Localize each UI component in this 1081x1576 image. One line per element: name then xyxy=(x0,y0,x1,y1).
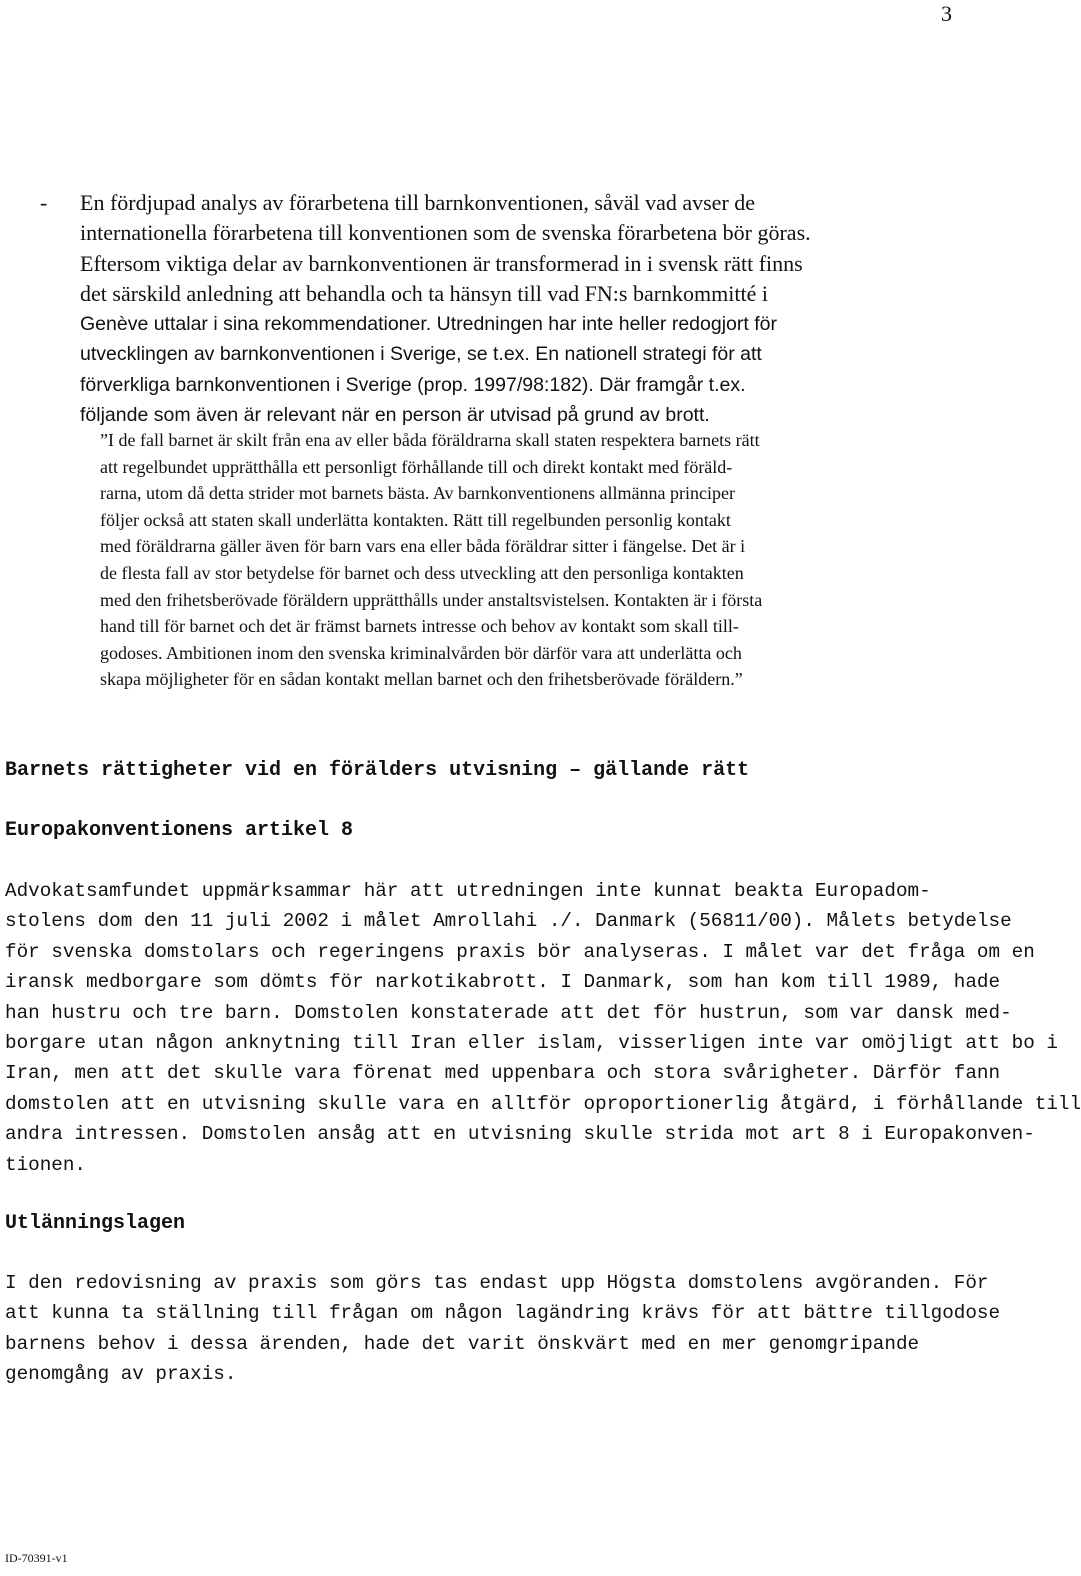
quote-line: de flesta fall av stor betydelse för barnet och dess utveckling att den personliga kontakten xyxy=(100,562,744,583)
paragraph-line: tionen. xyxy=(5,1153,86,1176)
quote-line: följer också att staten skall underlätta kontakten. Rätt till regelbunden personlig kontakt xyxy=(100,509,731,530)
bullet-line: Eftersom viktiga delar av barnkonventionen är transformerad in i svensk rätt finns xyxy=(80,250,803,276)
paragraph-line: för svenska domstolars och regeringens praxis bör analyseras. I målet var det fråga om en xyxy=(5,940,1035,963)
paragraph-line: stolens dom den 11 juli 2002 i målet Amrollahi ./. Danmark (56811/00). Målets betydelse xyxy=(5,910,1012,933)
bullet-dash: - xyxy=(40,190,48,215)
quote-line: hand till för barnet och det är främst barnets intresse och behov av kontakt som skall till- xyxy=(100,616,739,637)
bullet-item xyxy=(40,188,945,430)
section-heading-utlanningslagen: Utlänningslagen xyxy=(5,1212,186,1235)
document-id: ID-70391-v1 xyxy=(5,1551,68,1565)
paragraph-line: domstolen att en utvisning skulle vara en alltför oproportionerlig åtgärd, i förhållande till xyxy=(5,1092,1081,1115)
paragraph-line: han hustru och tre barn. Domstolen konstaterade att det för hustrun, som var dansk med- xyxy=(5,1001,1012,1024)
quote-line: skapa möjligheter för en sådan kontakt mellan barnet och den frihetsberövade föräldern.” xyxy=(100,669,743,690)
bullet-line: En fördjupad analys av förarbetena till barnkonventionen, såväl vad avser de xyxy=(80,190,756,215)
paragraph-line: barnens behov i dessa ärenden, hade det varit önskvärt med en mer genomgripande xyxy=(5,1332,920,1355)
bullet-line: utvecklingen av barnkonventionen i Sverige, se t.ex. En nationell strategi för att xyxy=(80,343,762,366)
bullet-line: det särskild anledning att behandla och ta hänsyn till vad FN:s barnkommitté i xyxy=(80,280,768,306)
paragraph-line: genomgång av praxis. xyxy=(5,1363,237,1386)
paragraph-line: att kunna ta ställning till frågan om någon lagändring krävs för att bättre tillgodose xyxy=(5,1302,1001,1325)
paragraph-line: andra intressen. Domstolen ansåg att en utvisning skulle strida mot art 8 i Europakonven- xyxy=(5,1123,1035,1146)
paragraph-line: I den redovisning av praxis som görs tas endast upp Högsta domstolens avgöranden. För xyxy=(5,1272,989,1294)
paragraph-line: Iran, men att det skulle vara förenat med uppenbara och stora svårigheter. Därför fann xyxy=(5,1062,1001,1085)
section-heading-europakonventionen: Europakonventionens artikel 8 xyxy=(5,819,354,842)
paragraph-line: iransk medborgare som dömts för narkotikabrott. I Danmark, som han kom till 1989, hade xyxy=(5,971,1001,994)
quote-line: med föräldrarna gäller även för barn vars ena eller båda föräldrar sitter i fängelse. Det är i xyxy=(100,536,746,557)
page-number: 3 xyxy=(941,1,952,26)
quote-line: med den frihetsberövade föräldern upprätthålls under anstaltsvistelsen. Kontakten är i första xyxy=(100,589,763,610)
paragraph-praxis xyxy=(5,1268,1001,1390)
bullet-line: följande som även är relevant när en person är utvisad på grund av brott. xyxy=(80,404,710,427)
bullet-line: Genève uttalar i sina rekommendationer. Utredningen har inte heller redogjort för xyxy=(80,313,777,336)
bullet-line: förverkliga barnkonventionen i Sverige (prop. 1997/98:182). Där framgår t.ex. xyxy=(80,373,746,396)
section-heading-gallande-ratt: Barnets rättigheter vid en förälders utvisning – gällande rätt xyxy=(5,759,750,782)
quote-line: rarna, utom då detta strider mot barnets bästa. Av barnkonventionens allmänna principer xyxy=(100,483,735,504)
quote-line: ”I de fall barnet är skilt från ena av eller båda föräldrarna skall staten respektera barnets rätt xyxy=(100,430,760,450)
paragraph-line: borgare utan någon anknytning till Iran eller islam, visserligen inte var omöjligt att bo i xyxy=(5,1032,1058,1055)
paragraph-line: Advokatsamfundet uppmärksammar här att utredningen inte kunnat beakta Europadom- xyxy=(5,880,931,902)
bullet-line: internationella förarbetena till konventionen som de svenska förarbetena bör göras. xyxy=(80,220,811,246)
quote-line: att regelbundet upprätthålla ett personligt förhållande till och direkt kontakt med föräld- xyxy=(100,456,733,477)
paragraph-amrollahi xyxy=(5,876,1081,1180)
block-quote xyxy=(100,427,960,693)
quote-line: godoses. Ambitionen inom den svenska kriminalvården bör därför vara att underlätta och xyxy=(100,642,742,663)
